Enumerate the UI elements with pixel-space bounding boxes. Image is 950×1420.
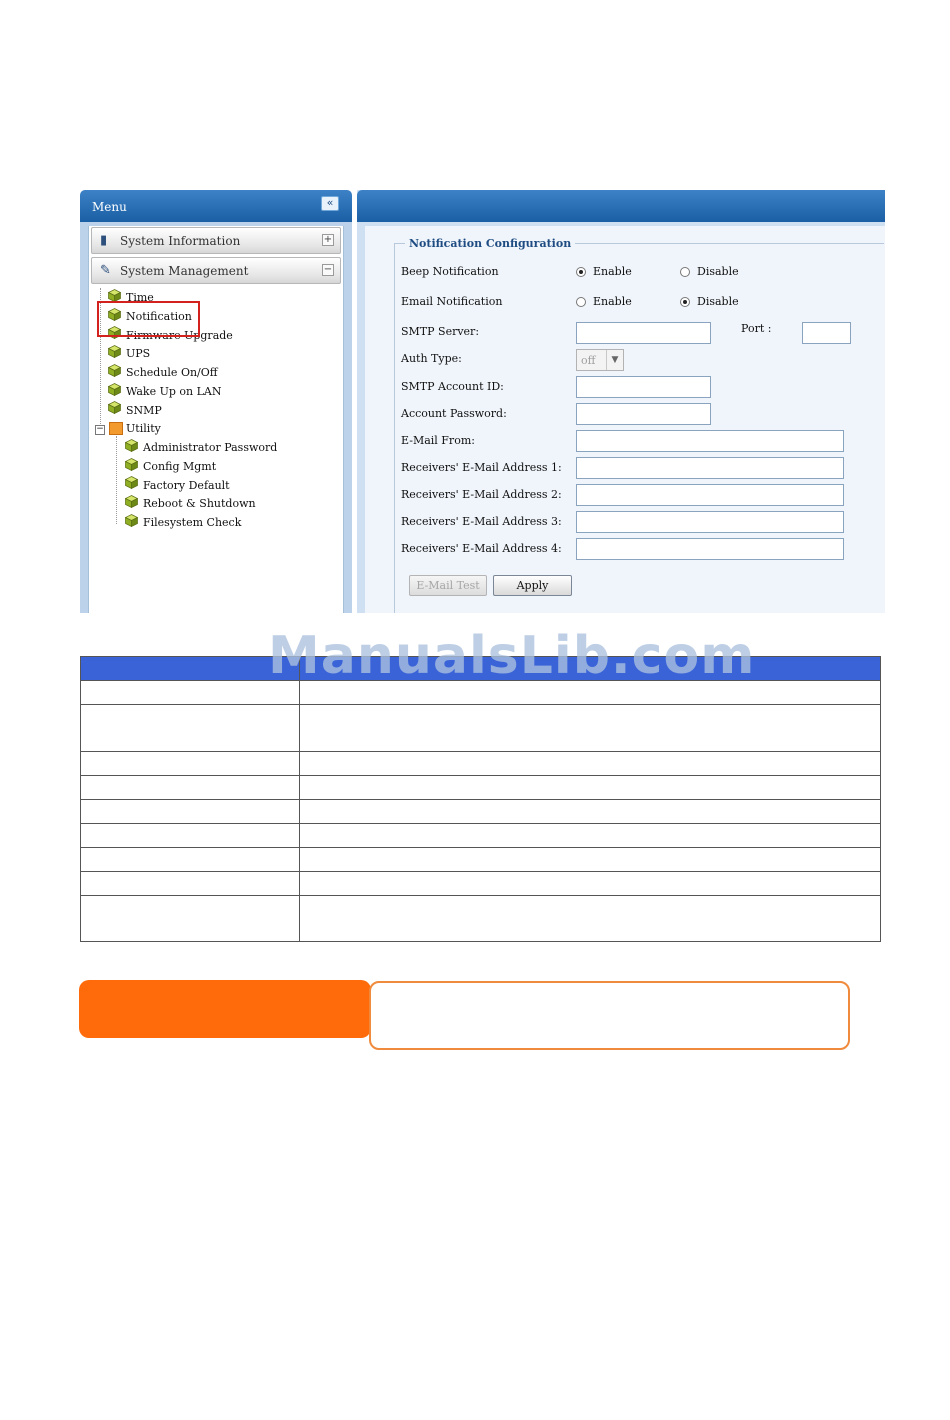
port-input[interactable] (802, 322, 851, 344)
table-cell (81, 896, 300, 942)
menu-title: Menu (92, 200, 127, 214)
tree-folder-utility[interactable]: Utility (126, 422, 161, 435)
radio-label: Disable (697, 295, 739, 308)
table-cell (81, 848, 300, 872)
radio-label: Enable (593, 265, 632, 278)
port-label: Port : (741, 322, 772, 335)
receiver-3-input[interactable] (576, 511, 844, 533)
smtp-account-input[interactable] (576, 376, 711, 398)
watermark: ManualsLib.com (268, 626, 756, 686)
smtp-server-label: SMTP Server: (401, 325, 480, 338)
radio-label: Enable (593, 295, 632, 308)
highlight-box (97, 301, 200, 337)
auth-type-select[interactable] (576, 349, 624, 371)
table-row (81, 800, 881, 824)
menu-tree (88, 226, 344, 613)
chevron-down-icon: ▼ (606, 350, 623, 370)
cube-icon (108, 364, 121, 377)
cube-icon (108, 345, 121, 358)
collapse-menu-icon[interactable]: « (321, 196, 339, 211)
tree-item-label: UPS (126, 347, 151, 360)
radio-label: Disable (697, 265, 739, 278)
cube-icon (125, 495, 138, 508)
table-cell (81, 776, 300, 800)
description-table (80, 656, 881, 942)
receiver-1-input[interactable] (576, 457, 844, 479)
receiver-1-label: Receivers' E-Mail Address 1: (401, 461, 562, 474)
table-cell (300, 848, 881, 872)
table-row (81, 705, 881, 752)
table-row (81, 824, 881, 848)
table-row (81, 872, 881, 896)
beep-enable-radio[interactable] (576, 267, 586, 277)
table-cell (81, 681, 300, 705)
email-disable-radio[interactable] (680, 297, 690, 307)
email-from-label: E-Mail From: (401, 434, 475, 447)
receiver-2-input[interactable] (576, 484, 844, 506)
cube-icon (125, 439, 138, 452)
account-password-label: Account Password: (401, 407, 507, 420)
cube-icon (125, 458, 138, 471)
beep-notification-label: Beep Notification (401, 265, 499, 278)
table-cell (300, 776, 881, 800)
table-cell (300, 872, 881, 896)
tree-item-label: Firmware Upgrade (126, 329, 233, 342)
smtp-account-label: SMTP Account ID: (401, 380, 504, 393)
table-cell (81, 872, 300, 896)
pen-icon: ✎ (100, 263, 111, 278)
receiver-3-label: Receivers' E-Mail Address 3: (401, 515, 562, 528)
table-row (81, 752, 881, 776)
tree-item-label: Wake Up on LAN (126, 385, 222, 398)
cube-icon (108, 383, 121, 396)
tree-item-label: Schedule On/Off (126, 366, 218, 379)
tree-item-label: Reboot & Shutdown (143, 497, 256, 510)
table-cell (81, 752, 300, 776)
fieldset-border (394, 243, 395, 613)
folder-icon (109, 422, 123, 435)
table-cell (81, 705, 300, 752)
section-label: System Management (120, 264, 249, 278)
expand-icon[interactable]: + (323, 234, 333, 245)
cube-icon (125, 514, 138, 527)
table-cell (81, 800, 300, 824)
note-box (369, 981, 850, 1050)
cube-icon (108, 401, 121, 414)
tree-item-label: Factory Default (143, 479, 230, 492)
table-row (81, 848, 881, 872)
table-cell (300, 752, 881, 776)
collapse-icon[interactable]: − (323, 264, 333, 275)
menu-body (80, 222, 352, 613)
auth-type-label: Auth Type: (401, 352, 462, 365)
tree-item-label: Time (126, 291, 154, 304)
table-cell (81, 657, 300, 681)
beep-disable-radio[interactable] (680, 267, 690, 277)
section-system-management[interactable] (91, 257, 341, 284)
content-header (357, 190, 885, 222)
table-cell (300, 896, 881, 942)
table-cell (300, 824, 881, 848)
email-notification-label: Email Notification (401, 295, 503, 308)
receiver-4-label: Receivers' E-Mail Address 4: (401, 542, 562, 555)
tree-item-label: Filesystem Check (143, 516, 242, 529)
tree-item-label: SNMP (126, 404, 162, 417)
table-cell (300, 705, 881, 752)
table-row (81, 776, 881, 800)
menu-header (80, 190, 352, 222)
account-password-input[interactable] (576, 403, 711, 425)
table-cell (81, 824, 300, 848)
cube-icon (125, 476, 138, 489)
tree-item-label: Notification (126, 310, 192, 323)
table-row (81, 896, 881, 942)
select-value: off (581, 354, 596, 367)
email-from-input[interactable] (576, 430, 844, 452)
section-label: System Information (120, 234, 241, 248)
receiver-4-input[interactable] (576, 538, 844, 560)
apply-button[interactable]: Apply (493, 575, 572, 596)
note-tab (79, 980, 371, 1038)
email-enable-radio[interactable] (576, 297, 586, 307)
email-test-button[interactable]: E-Mail Test (409, 575, 487, 596)
monitor-icon: ▮ (100, 233, 108, 248)
receiver-2-label: Receivers' E-Mail Address 2: (401, 488, 562, 501)
table-cell (300, 800, 881, 824)
section-system-information[interactable] (91, 227, 341, 254)
fieldset-legend: Notification Configuration (405, 237, 575, 250)
tree-guide-line (116, 436, 117, 524)
tree-item-label: Config Mgmt (143, 460, 217, 473)
tree-item-label: Administrator Password (143, 441, 278, 454)
collapse-icon[interactable]: − (96, 424, 104, 434)
smtp-server-input[interactable] (576, 322, 711, 344)
